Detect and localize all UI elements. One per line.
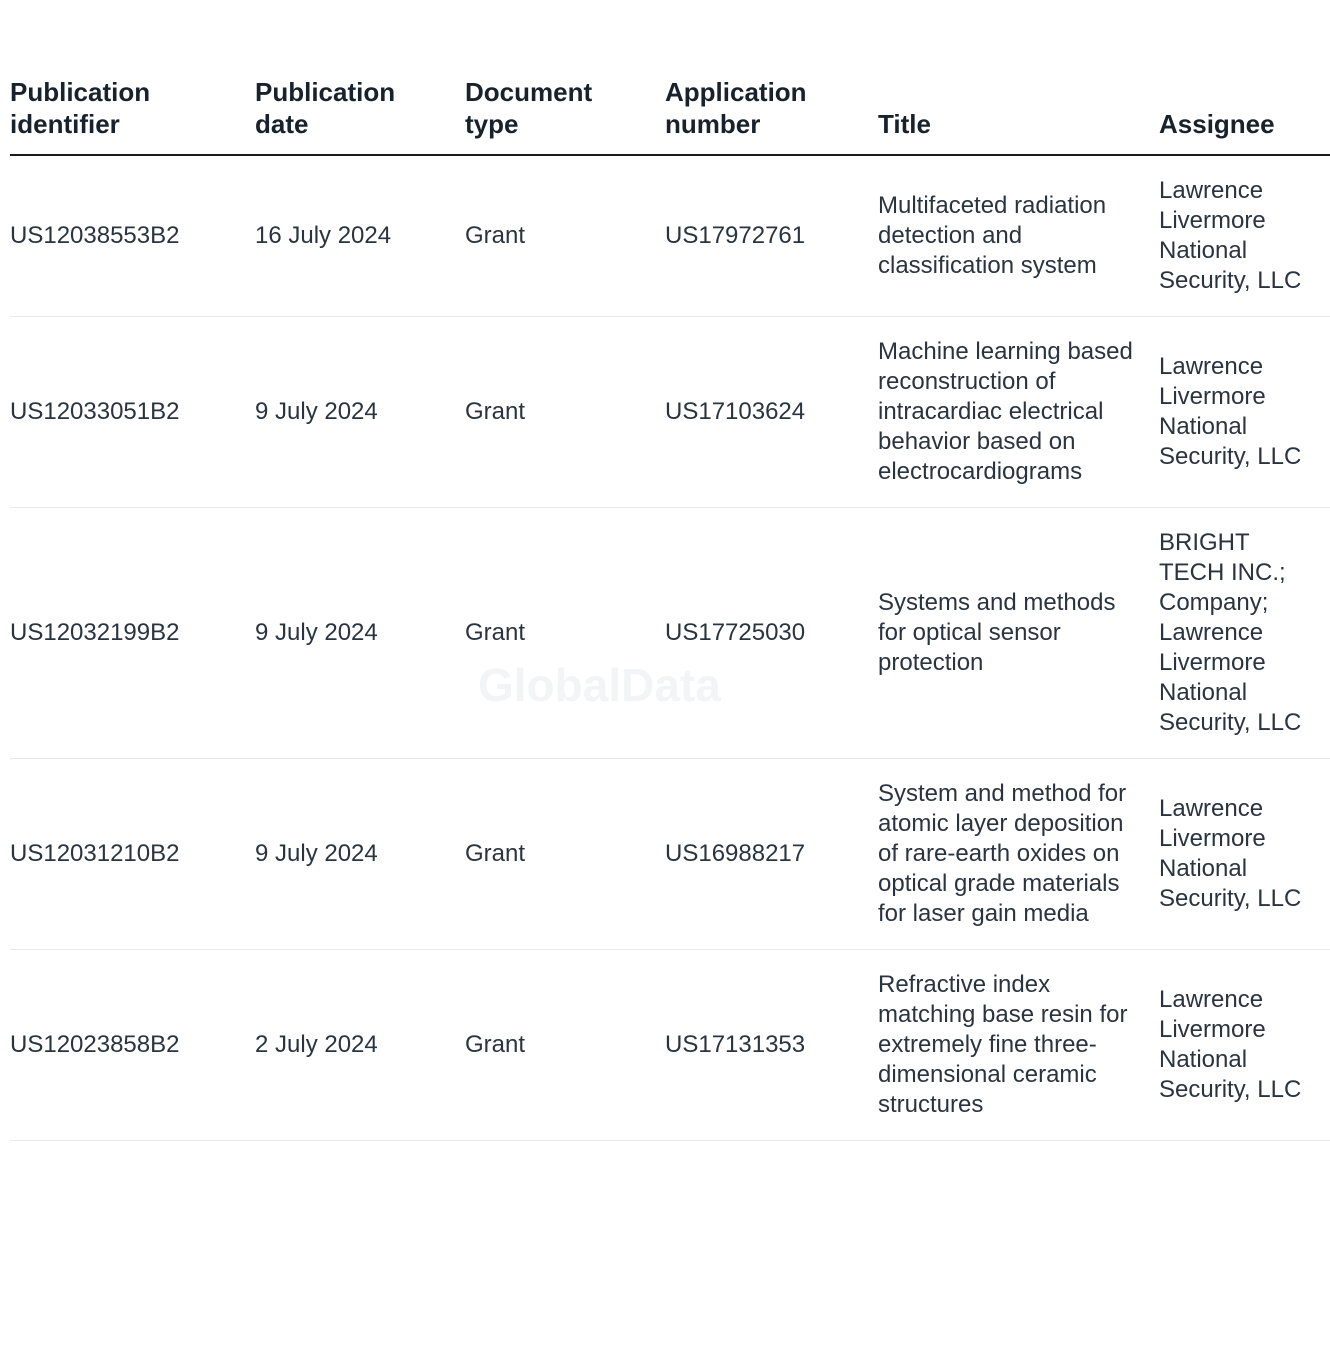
cell-publication-identifier: US12032199B2	[10, 508, 255, 759]
cell-application-number: US17972761	[665, 155, 878, 317]
cell-publication-identifier: US12038553B2	[10, 155, 255, 317]
header-publication-identifier: Publication identifier	[10, 76, 255, 155]
cell-assignee: BRIGHT TECH INC.; Company; Lawrence Livermore National Security, LLC	[1159, 508, 1330, 759]
cell-publication-identifier: US12031210B2	[10, 759, 255, 950]
cell-publication-date: 16 July 2024	[255, 155, 465, 317]
cell-title: Multifaceted radiation detection and classification system	[878, 155, 1159, 317]
table-row	[10, 155, 1330, 317]
watermark: GlobalData	[478, 659, 721, 711]
cell-title: Machine learning based reconstruction of intracardiac electrical behavior based on electrocardiograms	[878, 317, 1159, 508]
header-title: Title	[878, 76, 1159, 155]
header-document-type: Document type	[465, 76, 665, 155]
cell-title: Systems and methods for optical sensor protection	[878, 508, 1159, 759]
cell-publication-date: 9 July 2024	[255, 317, 465, 508]
cell-application-number: US17131353	[665, 950, 878, 1141]
cell-publication-identifier: US12033051B2	[10, 317, 255, 508]
patent-table	[10, 76, 1330, 1141]
cell-title: System and method for atomic layer deposition of rare-earth oxides on optical grade materials for laser gain media	[878, 759, 1159, 950]
cell-publication-date: 9 July 2024	[255, 508, 465, 759]
table-row	[10, 950, 1330, 1141]
table-row	[10, 759, 1330, 950]
cell-application-number: US16988217	[665, 759, 878, 950]
cell-application-number: US17103624	[665, 317, 878, 508]
header-application-number: Application number	[665, 76, 878, 155]
table-row	[10, 317, 1330, 508]
cell-document-type: Grant	[465, 508, 665, 759]
cell-assignee: Lawrence Livermore National Security, LLC	[1159, 759, 1330, 950]
header-row	[10, 76, 1330, 155]
cell-application-number: US17725030	[665, 508, 878, 759]
cell-assignee: Lawrence Livermore National Security, LLC	[1159, 317, 1330, 508]
cell-document-type: Grant	[465, 155, 665, 317]
table-row	[10, 508, 1330, 759]
cell-publication-identifier: US12023858B2	[10, 950, 255, 1141]
cell-document-type: Grant	[465, 759, 665, 950]
cell-assignee: Lawrence Livermore National Security, LLC	[1159, 155, 1330, 317]
cell-assignee: Lawrence Livermore National Security, LLC	[1159, 950, 1330, 1141]
cell-publication-date: 9 July 2024	[255, 759, 465, 950]
patent-table-container	[10, 76, 1302, 1141]
cell-document-type: Grant	[465, 950, 665, 1141]
cell-title: Refractive index matching base resin for extremely fine three-dimensional ceramic structures	[878, 950, 1159, 1141]
header-assignee: Assignee	[1159, 76, 1330, 155]
cell-publication-date: 2 July 2024	[255, 950, 465, 1141]
cell-document-type: Grant	[465, 317, 665, 508]
header-publication-date: Publication date	[255, 76, 465, 155]
